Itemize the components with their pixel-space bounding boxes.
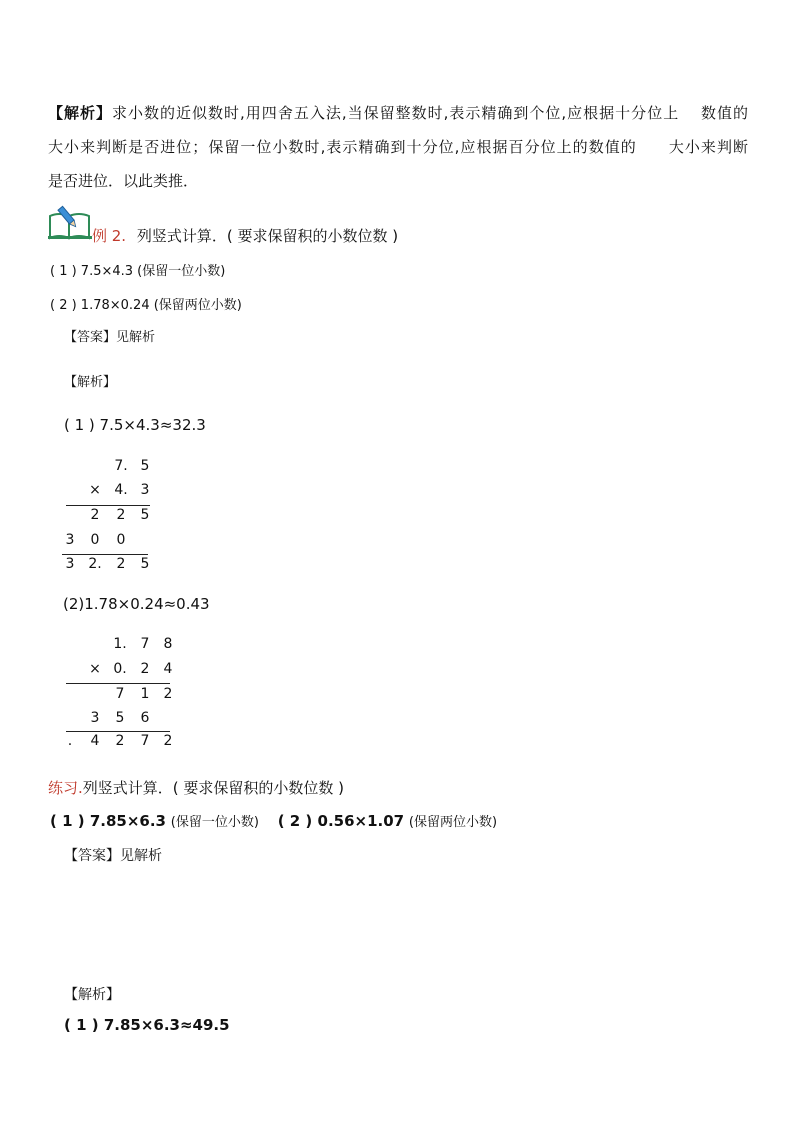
calc1-digit: 7. — [114, 458, 128, 474]
practice-title: 列竖式计算．( 要求保留积的小数位数 ) — [82, 779, 345, 797]
calc1-multiply-sign: × — [89, 482, 101, 498]
example-question-1: ( 1 ) 7.5×4.3 (保留一位小数) — [50, 264, 226, 279]
calc2-digit: 7 — [140, 733, 150, 749]
calc1-digit: 3 — [65, 532, 75, 548]
example-label: 例 2. — [92, 227, 127, 245]
calc2-digit: 4 — [90, 733, 100, 749]
calc2-digit: 6 — [140, 710, 150, 726]
example-question-2: ( 2 ) 1.78×0.24 (保留两位小数) — [50, 298, 242, 313]
calc1-rule-2 — [62, 554, 148, 555]
intro-text-1: 求小数的近似数时,用四舍五入法,当保留整数时,表示精确到个位,应根据十分位上 数值的 — [112, 104, 748, 122]
calc2-digit: 1 — [140, 686, 150, 702]
practice-result-1: ( 1 ) 7.85×6.3≈49.5 — [64, 1016, 230, 1034]
example-answer: 【答案】见解析 — [64, 330, 156, 345]
example-result-2: (2)1.78×0.24≈0.43 — [63, 595, 210, 613]
book-pencil-icon — [47, 202, 93, 242]
calc1-digit: 3 — [140, 482, 150, 498]
calc2-digit: 5 — [115, 710, 125, 726]
calc2-digit: 7 — [140, 636, 150, 652]
calc2-rule-1 — [66, 683, 170, 684]
calc2-multiply-sign: × — [89, 661, 101, 677]
calc2-digit: 2 — [115, 733, 125, 749]
example-result-1: ( 1 ) 7.5×4.3≈32.3 — [64, 416, 206, 434]
practice-questions — [50, 811, 497, 830]
practice-answer: 【答案】见解析 — [64, 848, 162, 864]
calc2-digit: 2 — [163, 733, 173, 749]
practice-question-2: ( 2 ) 0.56×1.07 — [277, 812, 405, 830]
calc2-digit: 7 — [115, 686, 125, 702]
calc2-digit: 8 — [163, 636, 173, 652]
calc2-digit: 3 — [90, 710, 100, 726]
calc2-digit: 4 — [163, 661, 173, 677]
practice-question-1-note: (保留一位小数) — [170, 815, 259, 830]
calc1-digit: 0 — [90, 532, 100, 548]
calc1-digit: 2 — [90, 507, 100, 523]
calc2-digit: 1. — [113, 636, 127, 652]
calc1-digit: 5 — [140, 556, 150, 572]
calc2-rule-2 — [66, 731, 170, 732]
calc1-digit: 2 — [116, 556, 126, 572]
intro-line-2: 大小来判断是否进位；保留一位小数时,表示精确到十分位,应根据百分位上的数值的 大小来判断 — [48, 138, 748, 156]
calc1-digit: 4. — [114, 482, 128, 498]
calc1-digit: 0 — [116, 532, 126, 548]
practice-heading — [48, 777, 344, 798]
intro-line-1 — [48, 96, 748, 130]
calc2-digit: 0. — [113, 661, 127, 677]
calc2-digit: 2 — [163, 686, 173, 702]
calc1-digit: 3 — [65, 556, 75, 572]
calc2-digit: 2 — [140, 661, 150, 677]
practice-question-2-note: (保留两位小数) — [408, 815, 498, 830]
calc1-rule-1 — [66, 505, 150, 506]
calc1-digit: 2 — [116, 507, 126, 523]
practice-analysis-label: 【解析】 — [64, 987, 120, 1003]
example-analysis-label: 【解析】 — [64, 375, 117, 390]
practice-question-1: ( 1 ) 7.85×6.3 — [50, 812, 166, 830]
calc1-digit: 5 — [140, 507, 150, 523]
example-title: 列竖式计算．( 要求保留积的小数位数 ) — [136, 227, 399, 245]
intro-line-3: 是否进位．以此类推． — [48, 172, 199, 190]
calc1-digit: 5 — [140, 458, 150, 474]
analysis-label: 【解析】 — [48, 104, 113, 122]
calc1-digit: 2. — [88, 556, 102, 572]
example-heading — [92, 225, 398, 246]
practice-label: 练习. — [48, 779, 83, 797]
calc2-digit: . — [67, 733, 73, 749]
